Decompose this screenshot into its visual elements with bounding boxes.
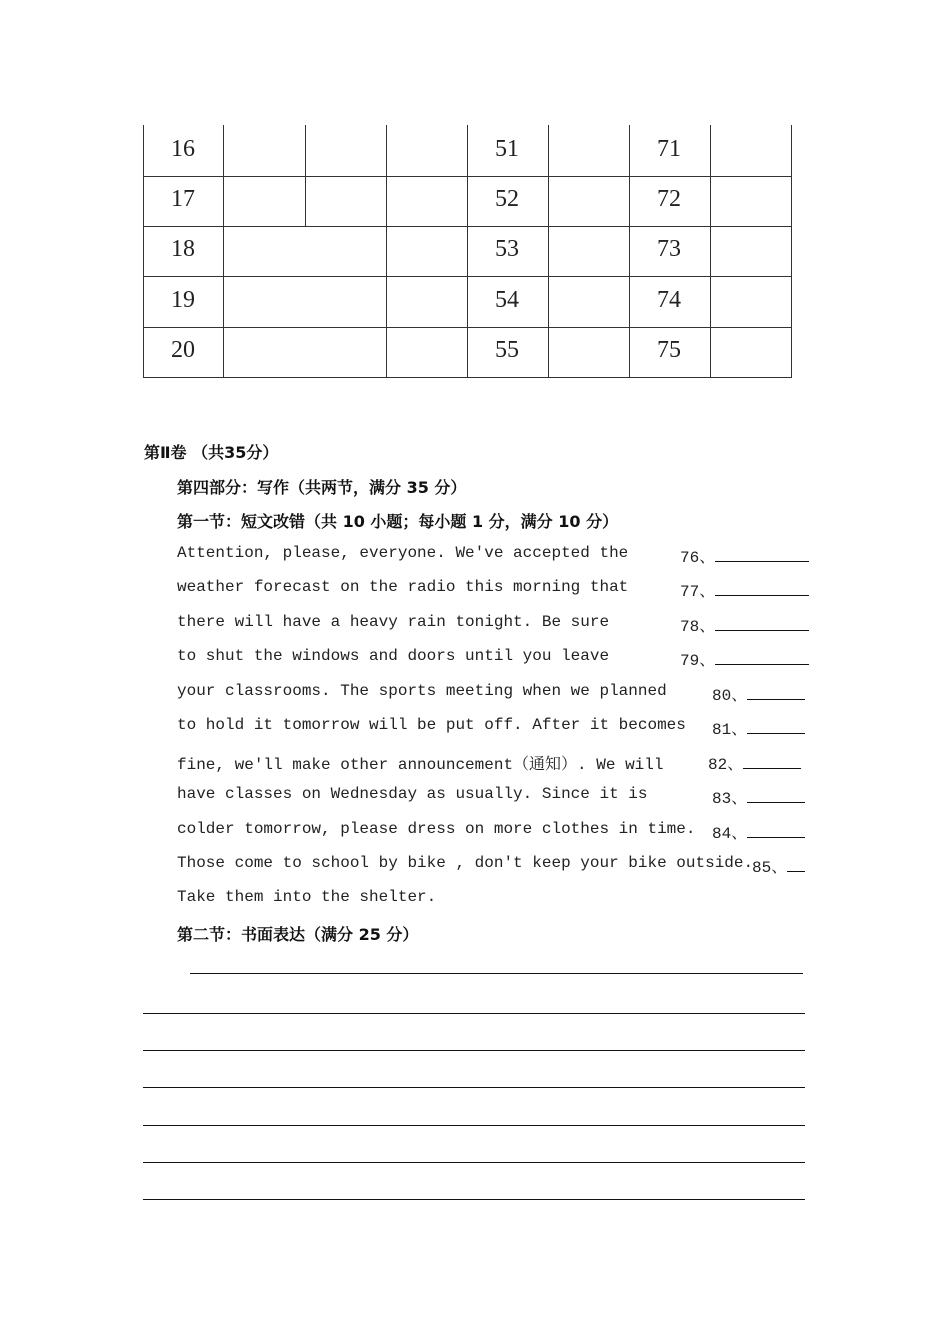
answer-number: 80、 — [712, 687, 748, 705]
question-number: 72 — [657, 186, 681, 212]
answer-slot[interactable] — [680, 613, 809, 636]
answer-number: 83、 — [712, 790, 748, 808]
question-number: 20 — [171, 337, 195, 363]
volume-title: 第Ⅱ卷 （共35分） — [144, 443, 279, 462]
answer-slot[interactable] — [752, 854, 805, 877]
question-number: 16 — [171, 136, 195, 162]
answer-number: 77、 — [680, 583, 716, 601]
passage-line: to hold it tomorrow will be put off. After it becomes — [177, 716, 686, 734]
passage-line: Attention, please, everyone. We've accepted the — [177, 544, 629, 562]
question-number: 19 — [171, 287, 195, 313]
question-number: 73 — [657, 236, 681, 262]
question-number: 53 — [495, 236, 519, 262]
passage-line: fine, we'll make other announcement（通知）. We will — [177, 756, 664, 774]
answer-number: 79、 — [680, 652, 716, 670]
section1-title: 第一节：短文改错（共 10 小题；每小题 1 分，满分 10 分） — [177, 512, 619, 531]
passage-line: have classes on Wednesday as usually. Since it is — [177, 785, 648, 803]
part-title: 第四部分：写作（共两节，满分 35 分） — [177, 478, 467, 497]
passage-line: Take them into the shelter. — [177, 888, 437, 906]
passage-line: Those come to school by bike , don't keep your bike outside. — [177, 854, 754, 872]
answer-number: 85、 — [752, 859, 788, 877]
question-number: 75 — [657, 337, 681, 363]
question-number: 18 — [171, 236, 195, 262]
answer-number: 81、 — [712, 721, 748, 739]
question-number: 71 — [657, 136, 681, 162]
answer-number: 82、 — [708, 756, 744, 774]
answer-slot[interactable] — [712, 785, 805, 808]
answer-slot[interactable] — [680, 578, 809, 601]
passage-line: colder tomorrow, please dress on more clothes in time. — [177, 820, 696, 838]
question-number: 55 — [495, 337, 519, 363]
question-number: 17 — [171, 186, 195, 212]
answer-number: 76、 — [680, 549, 716, 567]
question-number: 74 — [657, 287, 681, 313]
answer-slot[interactable] — [712, 716, 805, 739]
answer-number: 78、 — [680, 618, 716, 636]
answer-slot[interactable] — [680, 544, 809, 567]
answer-slot[interactable] — [680, 647, 809, 670]
question-number: 52 — [495, 186, 519, 212]
passage-line: there will have a heavy rain tonight. Be sure — [177, 613, 610, 631]
answer-number: 84、 — [712, 825, 748, 843]
passage-line: to shut the windows and doors until you leave — [177, 647, 610, 665]
question-number: 54 — [495, 287, 519, 313]
answer-slot[interactable] — [712, 820, 805, 843]
section2-title: 第二节：书面表达（满分 25 分） — [177, 925, 419, 944]
passage-line: your classrooms. The sports meeting when we planned — [177, 682, 667, 700]
answer-slot[interactable] — [712, 682, 805, 705]
passage-line: weather forecast on the radio this morning that — [177, 578, 629, 596]
answer-slot[interactable] — [708, 751, 801, 774]
question-number: 51 — [495, 136, 519, 162]
